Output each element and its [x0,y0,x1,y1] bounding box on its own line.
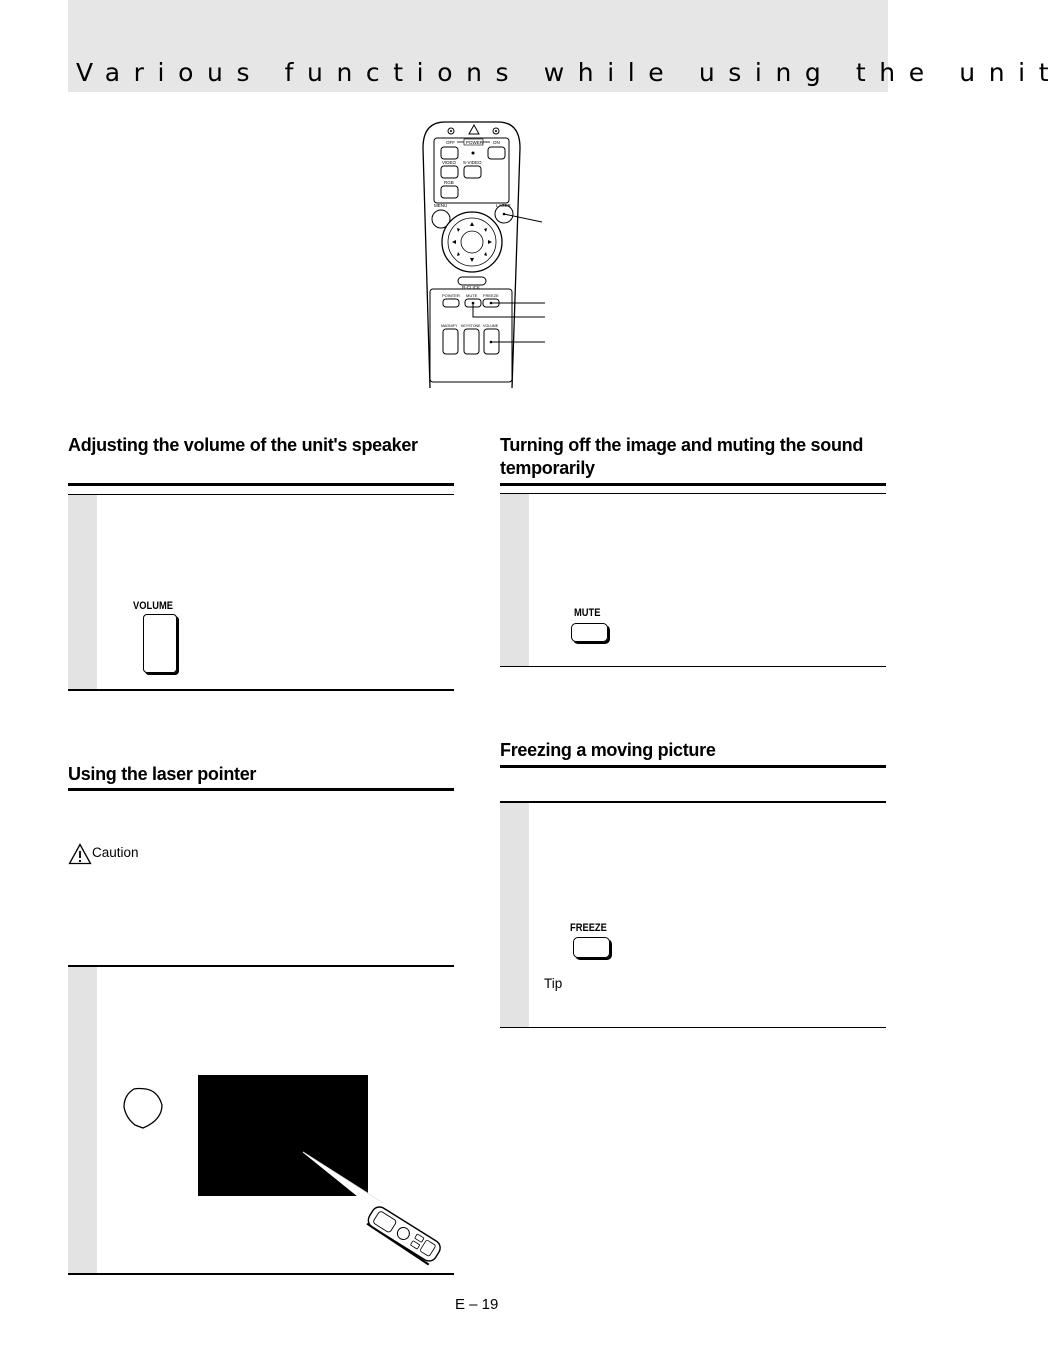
remote-volume-label: VOLUME [483,324,499,328]
freeze-step-strip [500,803,529,1027]
volume-heading-rule [68,483,454,486]
laser-button-outline-icon [118,1085,168,1133]
laser-beam-remote-image [295,1148,455,1263]
remote-power-label: POWER [466,140,484,145]
freeze-tip-label: Tip [544,976,563,991]
remote-on-label: ON [493,140,500,145]
page-number: E – 19 [455,1296,499,1313]
freeze-heading-rule [500,765,886,768]
laser-step-strip [68,967,97,1273]
remote-control-illustration [420,118,550,393]
remote-magnify-label: MAGNIFY [441,324,458,328]
remote-rgb-label: RGB [444,180,454,185]
freeze-button-icon [573,937,610,958]
remote-mute-label: MUTE [466,293,478,298]
remote-video-label: VIDEO [442,160,457,165]
mute-heading: Turning off the image and muting the sound temporarily [500,435,864,478]
volume-step-strip [68,495,97,689]
remote-rclick-label: R-CLICK [462,285,481,290]
remote-pointer-label: POINTER [442,293,460,298]
laser-box-top-rule [68,965,454,967]
remote-svideo-label: S-VIDEO [463,160,482,165]
mute-heading-rule [500,483,886,486]
mute-box-bottom-rule [500,666,886,667]
remote-off-label: OFF [446,140,455,145]
freeze-button-label: FREEZE [570,922,607,934]
caution-warning-icon [68,843,92,865]
caution-label: Caution [92,845,139,860]
freeze-box-top-rule [500,801,886,803]
laser-heading: Using the laser pointer [68,764,257,784]
volume-heading: Adjusting the volume of the unit's speaker [68,435,418,455]
volume-box-bottom-rule [68,689,454,691]
mute-button-label: MUTE [574,607,601,619]
remote-freeze-label: FREEZE [483,293,499,298]
volume-button-icon [143,614,177,673]
mute-button-icon [571,623,608,642]
volume-box-top-rule [68,494,454,495]
remote-menu-label: MENU [434,203,448,208]
remote-laser-label: LASER [496,203,511,208]
laser-box-bottom-rule [68,1273,454,1275]
freeze-box-bottom-rule [500,1027,886,1028]
volume-button-label: VOLUME [133,600,174,612]
freeze-heading: Freezing a moving picture [500,740,716,760]
mute-step-strip [500,494,529,666]
laser-heading-rule [68,788,454,791]
page-title: Various functions while using the unit [76,58,1062,87]
mute-box-top-rule [500,493,886,494]
remote-keystone-label: KEYSTONE [461,324,481,328]
